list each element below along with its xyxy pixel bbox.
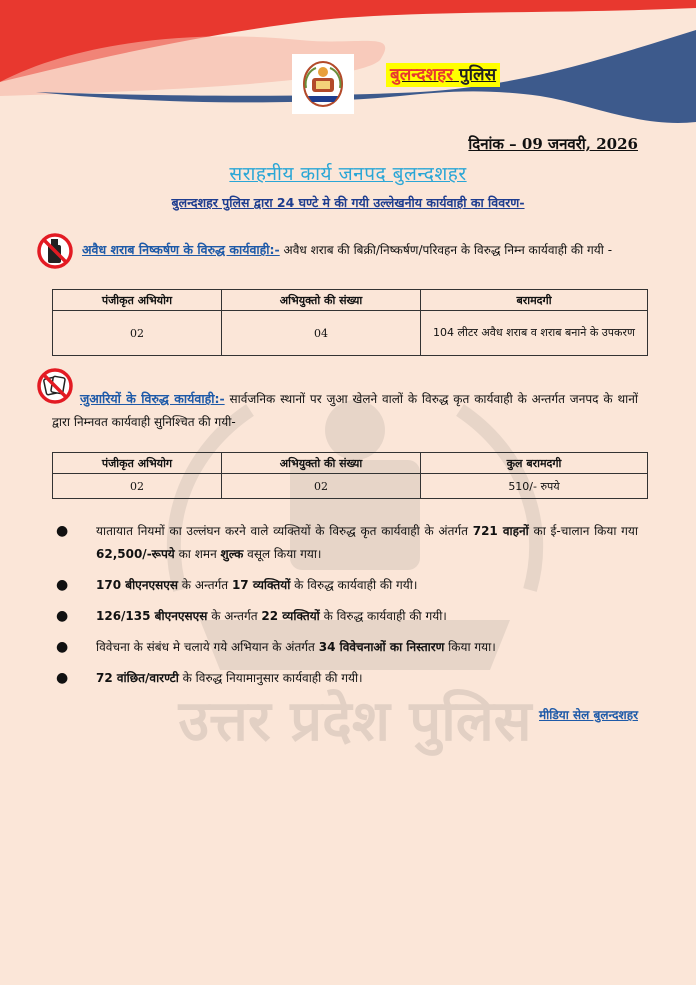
table-row: [53, 474, 648, 499]
table-header: अभियुक्तो की संख्या: [222, 453, 421, 474]
list-item: ● विवेचना के संबंध मे चलाये गये अभियान के अंतर्गत 34 विवेचनाओं का निस्तारण किया गया।: [40, 636, 638, 659]
bullet-dot-icon: ●: [56, 577, 69, 593]
section-liquor-text: [52, 238, 638, 262]
table-cell: 02: [53, 311, 222, 356]
header-title-city: बुलन्दशहर: [390, 65, 454, 85]
bullet-dot-icon: ●: [56, 670, 69, 686]
table-header: पंजीकृत अभियोग: [53, 290, 222, 311]
table-cell: 02: [53, 474, 222, 499]
up-police-emblem-icon: [298, 58, 348, 110]
main-title: सराहनीय कार्य जनपद बुलन्दशहर: [229, 163, 467, 185]
signature: मीडिया सेल बुलन्दशहर: [539, 708, 638, 722]
table-header: कुल बरामदगी: [421, 453, 648, 474]
section-gambling-text: [52, 387, 638, 434]
bullet-dot-icon: ●: [56, 608, 69, 624]
date-line: दिनांक – 09 जनवरी, 2026: [468, 135, 638, 153]
watermark-text: उत्तर प्रदेश पुलिस: [178, 689, 532, 754]
table-cell: 104 लीटर अवैध शराब व शराब बनाने के उपकरण: [421, 311, 648, 356]
gambling-table: [52, 452, 648, 499]
table-cell: 04: [222, 311, 421, 356]
table-header-row: [53, 453, 648, 474]
section-gambling-heading: जुआरियों के विरुद्ध कार्यवाही:-: [80, 391, 225, 406]
table-header: अभियुक्तो की संख्या: [222, 290, 421, 311]
list-item: ● यातायात नियमों का उल्लंघन करने वाले व्यक्तियों के विरुद्ध कृत कार्यवाही के अंतर्गत 721 वाहनों का ई-चालान किया गया 62,500/-रूपये का शमन शुल्क वसूल किया गया।: [40, 520, 638, 566]
list-item: ● 72 वांछित/वारण्टी के विरुद्ध नियामानुसार कार्यवाही की गयी।: [40, 667, 638, 690]
sub-title: बुलन्दशहर पुलिस द्वारा 24 घण्टे मे की गयी उल्लेखनीय कार्यवाही का विवरण-: [171, 195, 525, 210]
table-header: पंजीकृत अभियोग: [53, 453, 222, 474]
table-header: बरामदगी: [421, 290, 648, 311]
section-liquor-heading: अवैध शराब निष्कर्षण के विरुद्ध कार्यवाही:-: [82, 242, 280, 257]
liquor-table: [52, 289, 648, 356]
table-row: [53, 311, 648, 356]
list-item: ● 170 बीएनएसएस के अन्तर्गत 17 व्यक्तियों के विरुद्ध कार्यवाही की गयी।: [40, 574, 638, 597]
header-title-police: पुलिस: [458, 65, 497, 85]
police-logo: [292, 54, 354, 114]
section-liquor-description: अवैध शराब की बिक्री/निष्कर्षण/परिवहन के विरुद्ध निम्न कार्यवाही की गयी -: [279, 243, 613, 257]
header-title: [386, 63, 500, 87]
bullet-dot-icon: ●: [56, 523, 69, 539]
section-gambling-description: सार्वजनिक स्थानों पर जुआ खेलने वालों के विरुद्ध कृत कार्यवाही के अन्तर्गत जनपद के थानों द्वारा निम्नवत कार्यवाही सुनिश्चित की गयी-: [52, 392, 639, 429]
action-list: [40, 520, 638, 698]
table-header-row: [53, 290, 648, 311]
list-item: ● 126/135 बीएनएसएस के अन्तर्गत 22 व्यक्तियों के विरुद्ध कार्यवाही की गयी।: [40, 605, 638, 628]
table-cell: 02: [222, 474, 421, 499]
table-cell: 510/- रुपये: [421, 474, 648, 499]
bullet-dot-icon: ●: [56, 639, 69, 655]
